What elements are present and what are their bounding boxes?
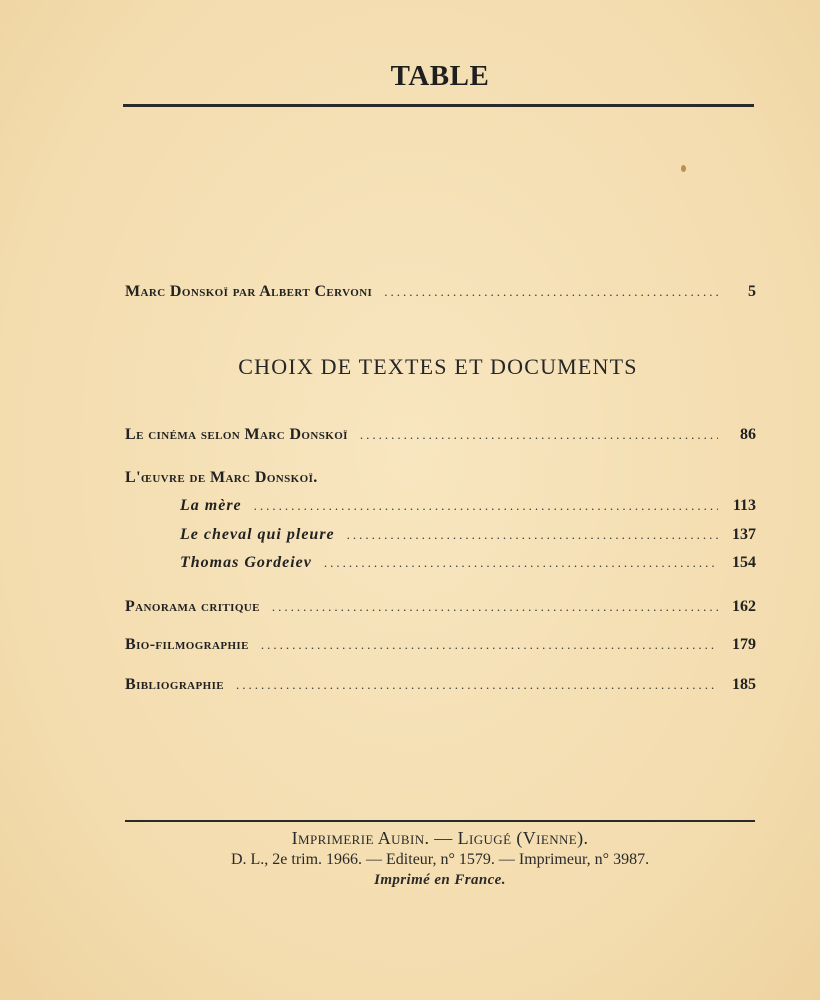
toc-page-number: 137 (732, 526, 756, 543)
toc-page-number: 179 (732, 636, 756, 653)
dot-leader (236, 677, 718, 693)
toc-entry-label: Marc Donskoï par Albert Cervoni (125, 283, 373, 300)
toc-entry-work (180, 526, 756, 544)
dot-leader (384, 284, 718, 300)
footer-divider (125, 820, 755, 822)
page-title: TABLE (390, 60, 490, 92)
toc-entry-label: La mère (180, 497, 242, 514)
toc-entry-label: Le cheval qui pleure (180, 526, 335, 543)
toc-entry-biofilmographie (125, 636, 756, 654)
toc-page-number: 154 (732, 554, 756, 571)
oeuvre-heading: L'œuvre de Marc Donskoï. (125, 469, 318, 486)
toc-entry-panorama (125, 598, 756, 616)
dot-leader (254, 498, 718, 514)
section-heading: CHOIX DE TEXTES ET DOCUMENTS (238, 354, 638, 379)
toc-page-number: 5 (748, 283, 756, 300)
dot-leader (272, 599, 718, 615)
printer-line: Imprimerie Aubin. — Ligugé (Vienne). (291, 828, 589, 848)
toc-entry-label: Panorama critique (125, 598, 260, 615)
toc-entry-cinema (125, 426, 756, 444)
toc-entry-work (180, 497, 756, 515)
toc-page-number: 86 (740, 426, 756, 443)
toc-page-number: 113 (732, 497, 756, 514)
toc-page-number: 162 (732, 598, 756, 615)
toc-entry-label: Thomas Gordeiev (180, 554, 312, 571)
paper-speck (681, 165, 686, 172)
toc-entry-work (180, 554, 756, 572)
dot-leader (324, 555, 718, 571)
dot-leader (347, 527, 718, 543)
dot-leader (360, 427, 718, 443)
toc-page-number: 185 (732, 676, 756, 693)
title-divider (123, 104, 754, 107)
toc-entry-label: Bibliographie (125, 676, 225, 693)
toc-entry-label: Le cinéma selon Marc Donskoï (125, 426, 348, 443)
legal-deposit-line: D. L., 2e trim. 1966. — Editeur, n° 1579. — Imprimeur, n° 3987. (230, 851, 650, 868)
toc-entry-label: Bio-filmographie (125, 636, 249, 653)
dot-leader (261, 637, 718, 653)
toc-entry-intro (125, 283, 756, 301)
printed-in-line: Imprimé en France. (374, 872, 506, 888)
toc-entry-bibliographie (125, 676, 756, 694)
